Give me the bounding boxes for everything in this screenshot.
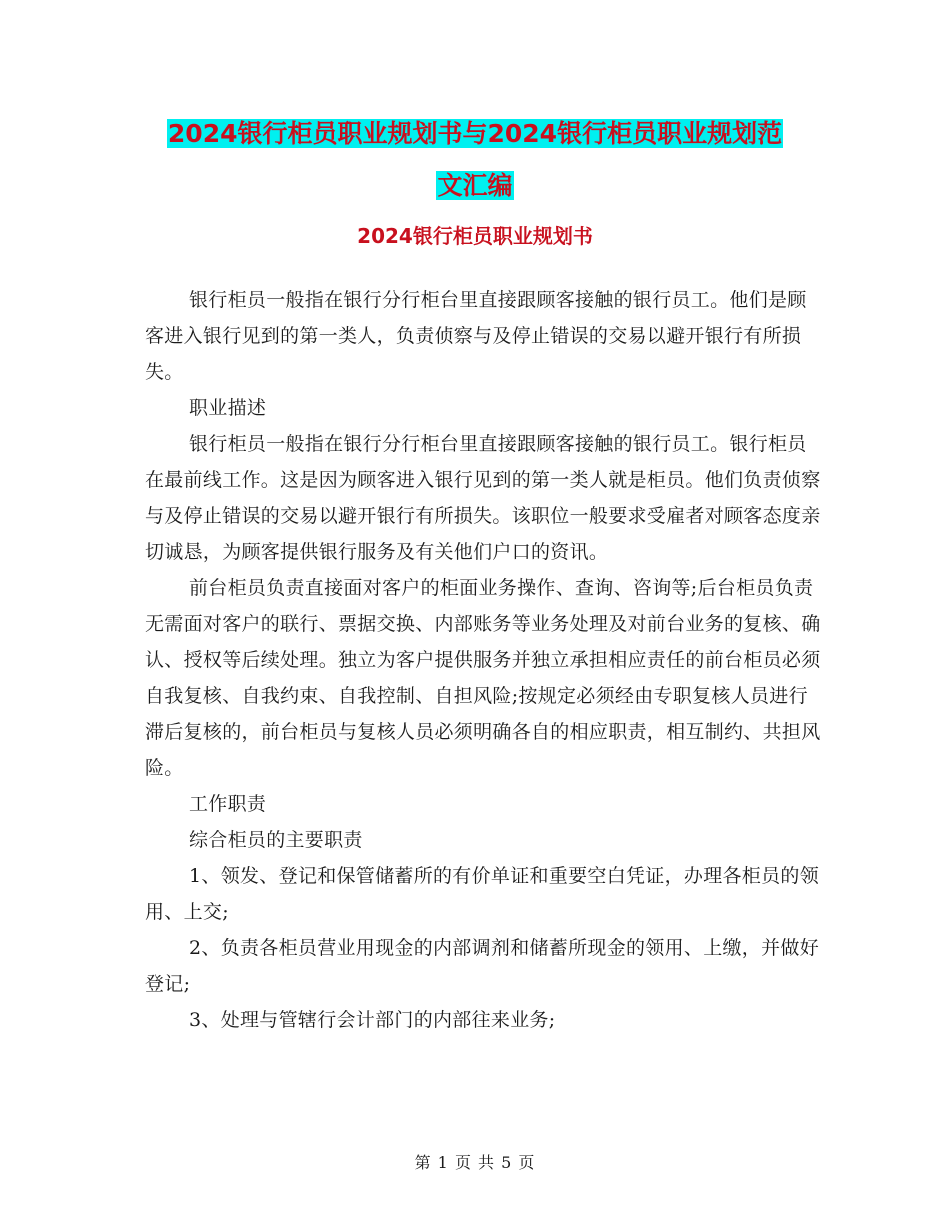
- heading-main-duties: 综合柜员的主要职责: [189, 829, 363, 851]
- paragraph-job-description: 银行柜员一般指在银行分行柜台里直接跟顾客接触的银行员工。银行柜员在最前线工作。这是因为顾客进入银行见到的第一类人就是柜员。他们负责侦察与及停止错误的交易以避开银行有所损失。该职位一般要求受雇者对顾客态度亲切诚恳，为顾客提供银行服务及有关他们户口的资讯。: [145, 433, 821, 563]
- document-title: [0, 108, 950, 212]
- paragraph-front-back-teller: 前台柜员负责直接面对客户的柜面业务操作、查询、咨询等;后台柜员负责无需面对客户的联行、票据交换、内部账务等业务处理及对前台业务的复核、确认、授权等后续处理。独立为客户提供服务并独立承担相应责任的前台柜员必须自我复核、自我约束、自我控制、自担风险;按规定必须经由专职复核人员进行滞后复核的，前台柜员与复核人员必须明确各自的相应职责，相互制约、共担风险。: [145, 577, 821, 779]
- duty-item-3: 3、处理与管辖行会计部门的内部往来业务;: [189, 1009, 556, 1031]
- document-body: [145, 282, 825, 1038]
- heading-duties: 工作职责: [189, 793, 267, 815]
- heading-job-description: 职业描述: [189, 397, 267, 419]
- document-title-line-1: 2024银行柜员职业规划书与2024银行柜员职业规划范: [167, 119, 783, 148]
- page-footer: 第 1 页 共 5 页: [414, 1153, 536, 1172]
- duty-item-2: 2、负责各柜员营业用现金的内部调剂和储蓄所现金的领用、上缴，并做好登记;: [145, 937, 819, 995]
- duty-item-1: 1、领发、登记和保管储蓄所的有价单证和重要空白凭证，办理各柜员的领用、上交;: [145, 865, 819, 923]
- section-title: 2024银行柜员职业规划书: [357, 224, 593, 248]
- paragraph-intro: 银行柜员一般指在银行分行柜台里直接跟顾客接触的银行员工。他们是顾客进入银行见到的第一类人，负责侦察与及停止错误的交易以避开银行有所损失。: [145, 289, 807, 383]
- document-title-line-2: 文汇编: [437, 171, 513, 200]
